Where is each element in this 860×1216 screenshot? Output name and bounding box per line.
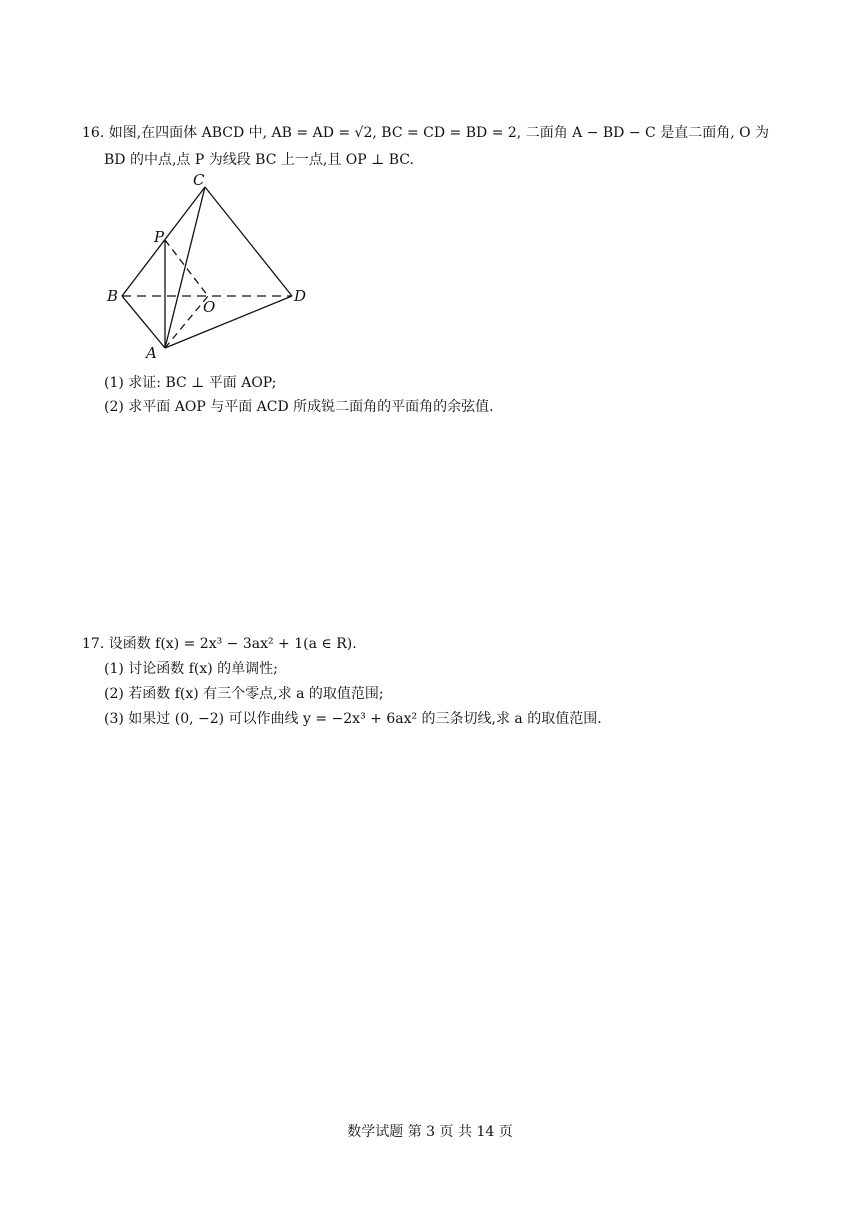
edge-ba [122,296,165,348]
q17-part2: (2) 若函数 f(x) 有三个零点,求 a 的取值范围; [104,686,384,702]
q17-part3: (3) 如果过 (0, −2) 可以作曲线 y = −2x³ + 6ax² 的三条切线,求 a 的取值范围. [104,711,602,727]
segment-po-dashed [165,240,208,296]
label-b: B [107,287,119,305]
q16-stem-line2: BD 的中点,点 P 为线段 BC 上一点,且 OP ⊥ BC. [104,152,414,168]
q16-part2: (2) 求平面 AOP 与平面 ACD 所成锐二面角的平面角的余弦值. [104,399,494,415]
label-o: O [203,298,216,316]
page-footer: 数学试题 第 3 页 共 14 页 [347,1124,513,1140]
tetrahedron-figure [100,170,320,365]
q17-part1: (1) 讨论函数 f(x) 的单调性; [104,661,278,677]
q16-part1: (1) 求证: BC ⊥ 平面 AOP; [104,375,277,391]
edge-ad [165,296,292,348]
label-a: A [146,344,157,362]
edge-ac [165,187,205,348]
q16-stem-line1: 16. 如图,在四面体 ABCD 中, AB = AD = √2, BC = CD = BD = 2, 二面角 A − BD − C 是直二面角, O 为 [82,125,770,141]
label-c: C [193,171,205,189]
label-d: D [294,287,307,305]
q17-stem: 17. 设函数 f(x) = 2x³ − 3ax² + 1(a ∈ R). [82,636,357,652]
label-p: P [154,228,165,246]
edge-cd [205,187,292,296]
